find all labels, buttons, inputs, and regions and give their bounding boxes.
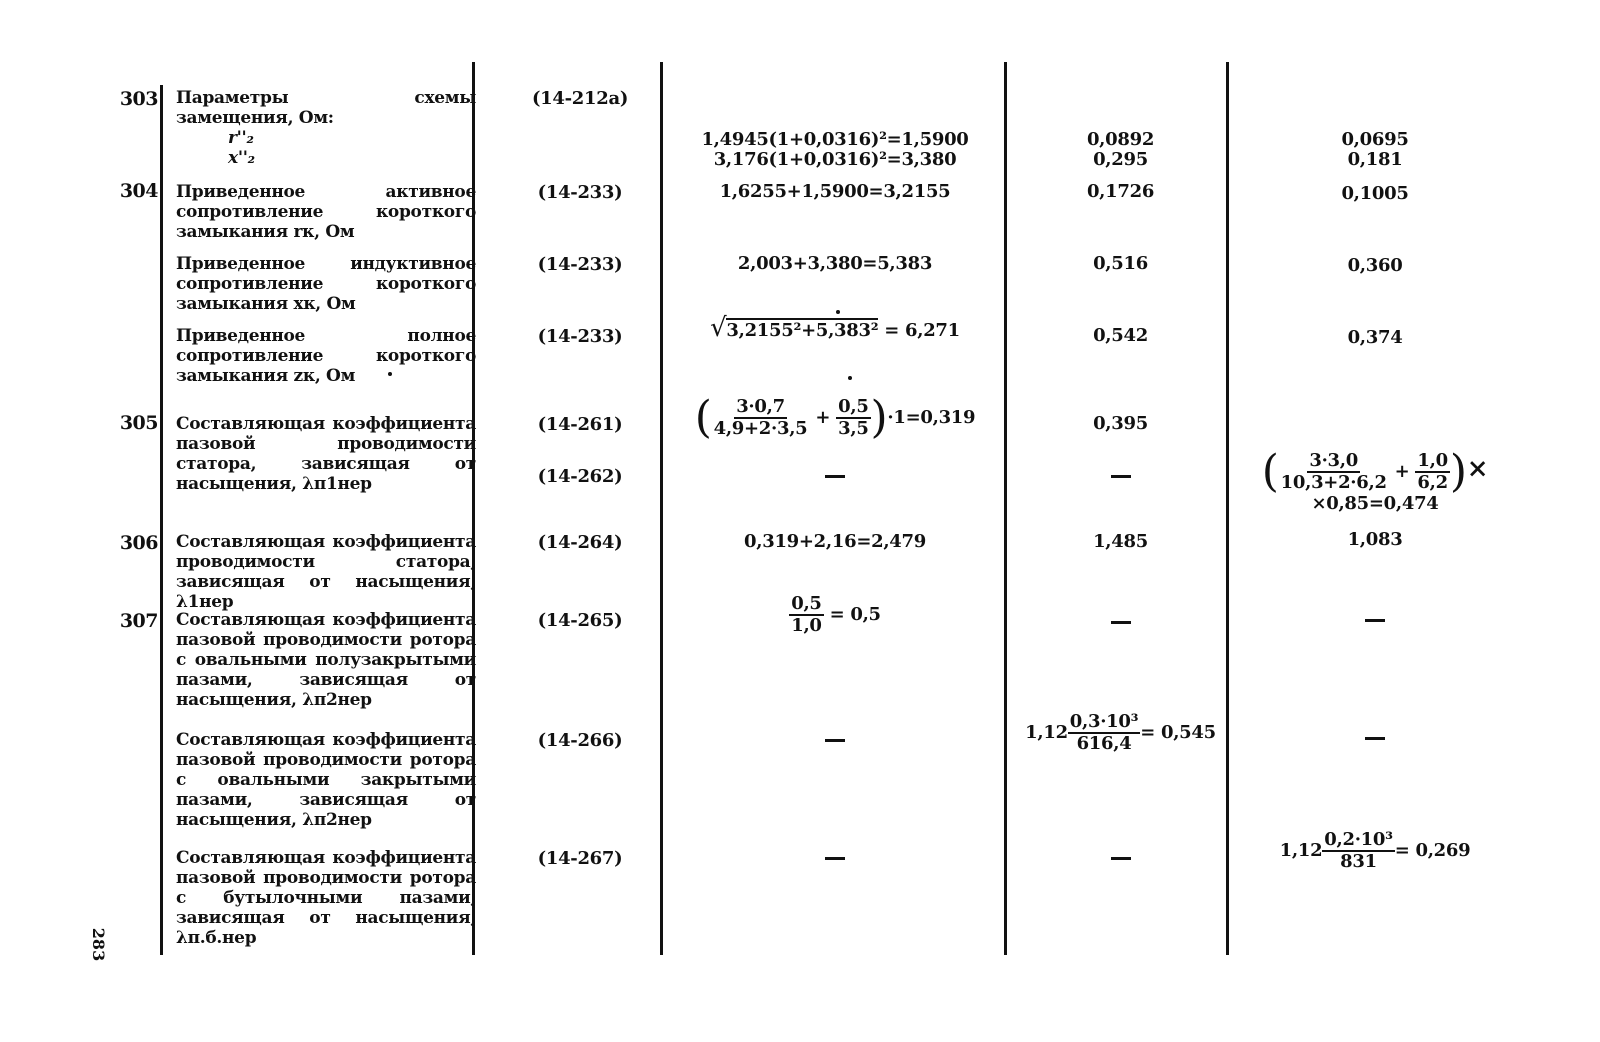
denominator: 616,4: [1076, 733, 1132, 754]
param-x2: x''₂: [228, 148, 255, 168]
calc-result: ×0,85=0,474: [1311, 493, 1439, 514]
calc-result: = 6,271: [884, 320, 960, 341]
value-r2: 0,0892: [1086, 129, 1155, 150]
value-r2: 0,0695: [1341, 129, 1409, 150]
calc-dash: [670, 466, 1000, 486]
rule-ref: [660, 62, 663, 955]
value-dash: [1013, 612, 1228, 632]
denominator: 6,2: [1417, 472, 1448, 493]
row-name: Составляющая коэффициента проводимости статора, зависящая от насыщения, λ1нер: [176, 532, 476, 612]
value-col2: [1013, 130, 1228, 170]
numerator: 3·0,7: [736, 396, 785, 417]
formula-ref: (14-233): [537, 182, 623, 203]
calc-value: [670, 130, 1000, 170]
fraction: [1068, 712, 1140, 754]
value-col3: 0,360: [1347, 255, 1403, 276]
value-col3: [1240, 130, 1510, 170]
numerator: 0,5: [838, 396, 869, 417]
dash-icon: [1111, 475, 1131, 478]
coefficient: 1,12: [1025, 722, 1068, 743]
value-col3: 1,083: [1347, 529, 1403, 550]
numerator: 0,2·10³: [1324, 829, 1393, 850]
formula-ref: (14-267): [537, 848, 623, 869]
row-name: Составляющая коэффициента пазовой проводимости статора, зависящая от насыщения, λп1нер: [176, 414, 476, 494]
calc-value: 2,003+3,380=5,383: [737, 253, 933, 274]
numerator: 1,0: [1417, 450, 1448, 471]
print-speck: [848, 376, 852, 380]
param-r2: r''₂: [228, 128, 254, 148]
formula-ref: (14-233): [537, 254, 623, 275]
paren-close: ): [1449, 446, 1467, 497]
calc-result: = 0,545: [1140, 722, 1216, 743]
row-name: Приведенное активное сопротивление короткого замыкания rк, Ом: [176, 182, 476, 242]
calc-r2: 1,4945(1+0,0316)²=1,5900: [701, 129, 969, 150]
dash-icon: [1365, 619, 1385, 622]
value-dash: [1013, 848, 1228, 868]
formula-ref: (14-266): [537, 730, 623, 751]
value-dash: [1240, 728, 1510, 748]
numerator: 0,5: [791, 593, 822, 614]
fraction: [1415, 451, 1449, 493]
formula-ref: (14-262): [537, 466, 623, 487]
value-col2: [1013, 712, 1228, 754]
value-col2: 1,485: [1093, 531, 1148, 552]
formula-ref: (14-233): [537, 326, 623, 347]
value-col2: 0,1726: [1086, 181, 1155, 202]
rule-num: [160, 85, 163, 955]
dash-icon: [1365, 737, 1385, 740]
calc-value: ( $\frac{3\cdot 0,7}{4,9+2\cdot 3,5}$ + $\frac{0,5}{3,5}$ )·1=0,319: [694, 392, 976, 443]
row-name: Составляющая коэффициента пазовой проводимости ротора с бутылочными пазами, зависящая от насыщения, λп.б.нер: [176, 848, 476, 948]
calc-x2: 3,176(1+0,0316)²=3,380: [713, 149, 957, 170]
calc-result: = 0,269: [1394, 840, 1471, 861]
fraction: [836, 397, 870, 439]
denominator: 3,5: [838, 418, 869, 439]
calc-dash: [670, 848, 1000, 868]
denominator: 4,9+2·3,5: [713, 418, 808, 439]
row-name: Приведенное индуктивное сопротивление короткого замыкания xк, Ом: [176, 254, 476, 314]
calc-value: 1,6255+1,5900=3,2155: [719, 181, 951, 202]
coefficient: 1,12: [1279, 840, 1323, 861]
dash-icon: [825, 475, 845, 478]
dash-icon: [825, 739, 845, 742]
denominator: 1,0: [791, 615, 822, 636]
fraction: [1322, 830, 1394, 872]
row-number: 305: [119, 412, 158, 434]
formula-ref: (14-265): [537, 610, 623, 631]
fraction: [1279, 451, 1389, 493]
dash-icon: [1111, 857, 1131, 860]
fraction: [712, 397, 810, 439]
print-speck: [836, 310, 840, 314]
value-col2: 0,542: [1093, 325, 1148, 346]
value-x2: 0,181: [1347, 149, 1403, 170]
dash-icon: [825, 857, 845, 860]
numerator: 0,3·10³: [1069, 711, 1139, 732]
row-name: Приведенное полное сопротивление короткого замыкания zк, Ом: [176, 326, 476, 386]
page-number: 283: [89, 927, 109, 962]
value-col3: [1240, 830, 1510, 872]
value-dash: [1240, 610, 1510, 630]
times-sign: ×: [1466, 454, 1489, 484]
sqrt-sign: √: [710, 313, 727, 343]
value-dash: [1013, 466, 1228, 486]
numerator: 3·3,0: [1309, 450, 1358, 471]
print-speck: [388, 372, 392, 376]
dash-icon: [1111, 621, 1131, 624]
row-number: 304: [119, 180, 158, 202]
formula-ref: (14-212а): [531, 88, 629, 109]
row-number: 307: [119, 610, 158, 632]
value-col3: 0,374: [1347, 327, 1403, 348]
value-col3: 0,1005: [1341, 183, 1409, 204]
calc-value: 0,319+2,16=2,479: [744, 531, 926, 552]
calc-value: [670, 313, 1000, 343]
value-col3: ( $\frac{3\cdot 3,0}{10,3+2\cdot 6,2}$ + $\frac{1,0}{6,2}$ )× ×0,85=0,474: [1240, 450, 1510, 514]
formula-ref: (14-261): [537, 414, 623, 435]
calc-value: [670, 594, 1000, 636]
row-name: Составляющая коэффициента пазовой проводимости ротора с овальными закрытыми пазами, зависящая от насыщения, λп2нер: [176, 730, 476, 830]
sqrt-radicand: 3,2155²+5,383²: [726, 320, 879, 341]
denominator: 831: [1340, 851, 1377, 872]
row-name: [176, 88, 476, 168]
row-number: 303: [119, 88, 158, 110]
paren-open: (: [694, 392, 712, 443]
calc-result: ·1=0,319: [887, 407, 976, 428]
calc-dash: [670, 730, 1000, 750]
row-name-text: Параметры схемы замещения, Ом:: [176, 88, 476, 128]
calc-result: = 0,5: [829, 604, 881, 625]
row-number: 306: [119, 532, 158, 554]
paren-close: ): [870, 392, 888, 443]
value-x2: 0,295: [1093, 149, 1148, 170]
fraction: [789, 594, 823, 636]
value-col2: 0,516: [1093, 253, 1148, 274]
value-col2: 0,395: [1093, 413, 1148, 434]
paren-open: (: [1261, 446, 1279, 497]
rule-c1: [1004, 62, 1007, 955]
row-name: Составляющая коэффициента пазовой проводимости ротора с овальными полузакрытыми пазами, зависящая от насыщения, λп2нер: [176, 610, 476, 710]
denominator: 10,3+2·6,2: [1280, 472, 1387, 493]
formula-ref: (14-264): [537, 532, 623, 553]
